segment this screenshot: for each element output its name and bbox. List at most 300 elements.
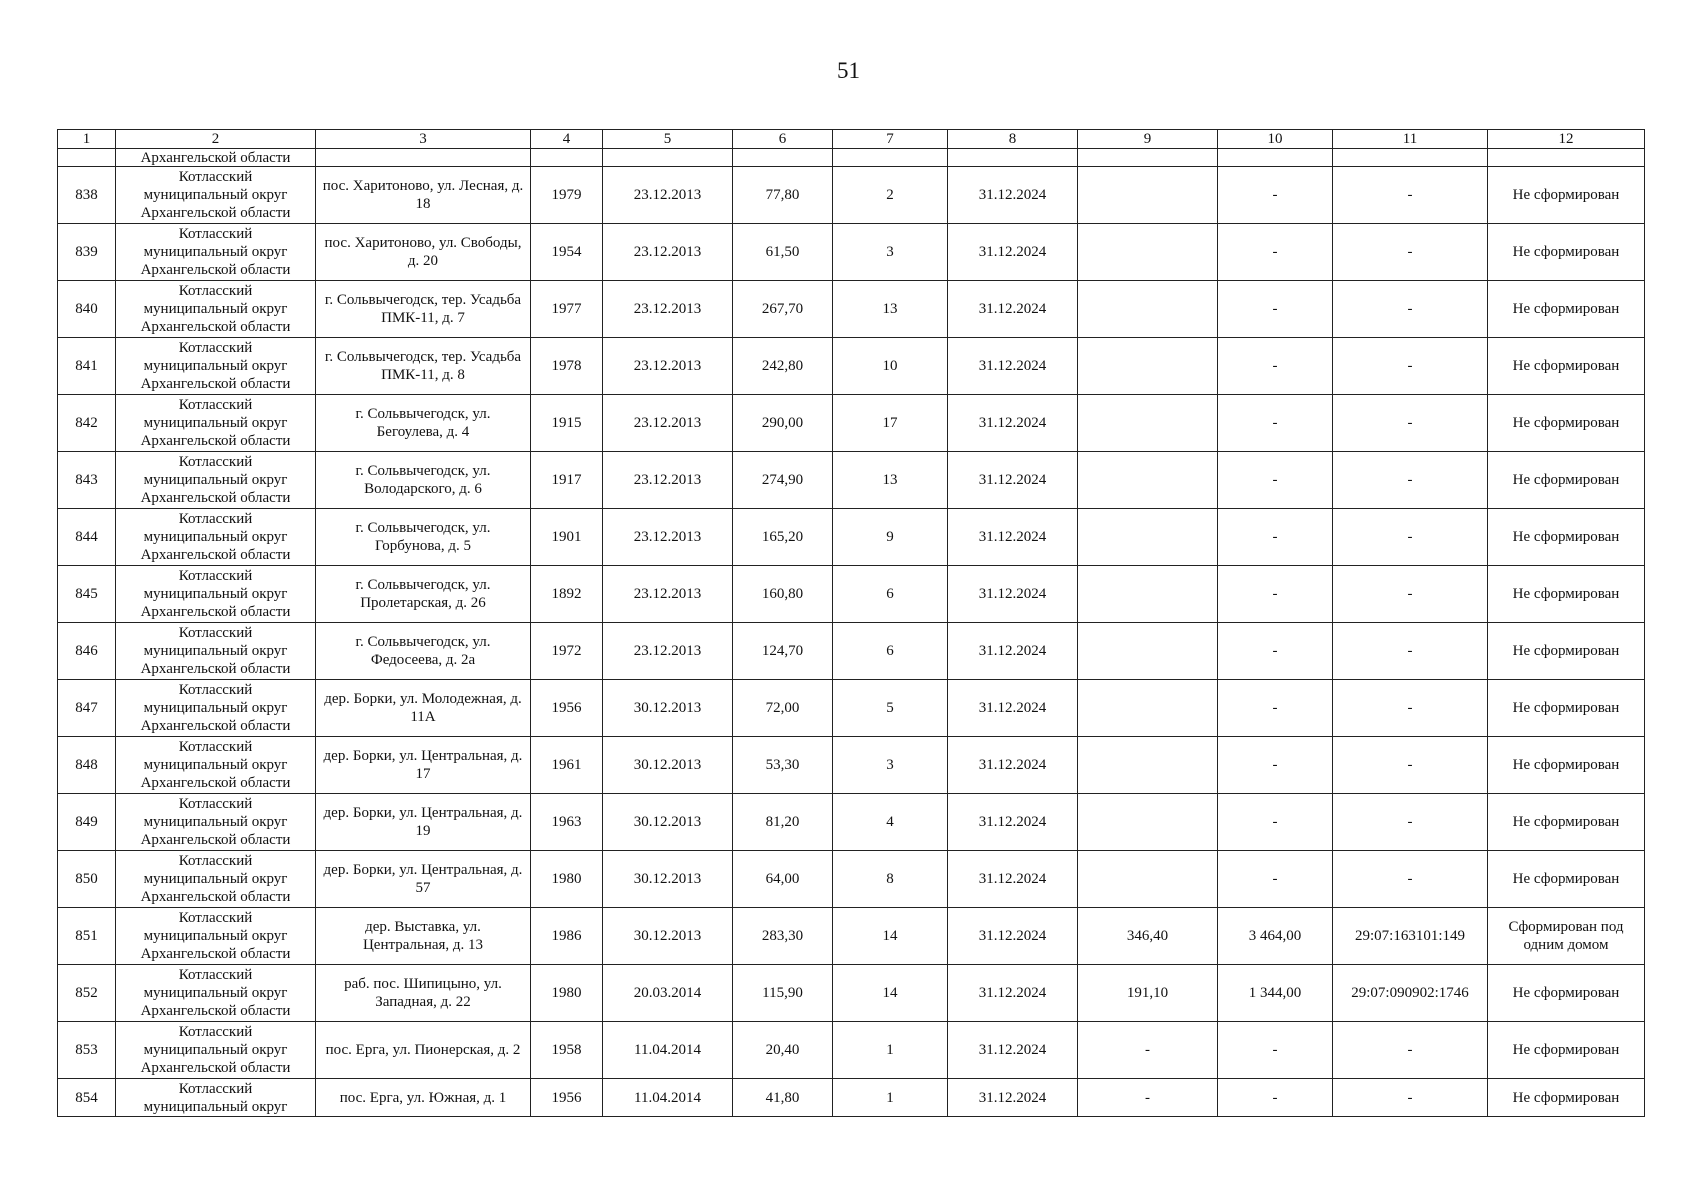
cell-col10: - [1218,623,1333,680]
cell-cadastral: - [1333,395,1488,452]
column-header: 11 [1333,130,1488,149]
district-line: Котласский [178,682,253,698]
cell-date: 30.12.2013 [603,680,733,737]
cell-year: 1956 [531,680,603,737]
district-line: Архангельской области [140,661,291,677]
housing-registry-table [57,129,1645,1117]
cell-address: дер. Борки, ул. Центральная, д. 57 [316,851,531,908]
column-header: 1 [58,130,116,149]
cell-address: пос. Ерга, ул. Южная, д. 1 [316,1079,531,1117]
column-header: 9 [1078,130,1218,149]
cell-area: 64,00 [733,851,833,908]
table-row [58,965,1645,1022]
cell-row-number: 843 [58,452,116,509]
cell-row-number: 854 [58,1079,116,1117]
cell-deadline: 31.12.2024 [948,338,1078,395]
continuation-row [58,149,1645,167]
cell-residents: 6 [833,623,948,680]
cell-date: 23.12.2013 [603,338,733,395]
cell-area: 160,80 [733,566,833,623]
cell-residents: 4 [833,794,948,851]
cell-deadline: 31.12.2024 [948,566,1078,623]
cell-deadline: 31.12.2024 [948,509,1078,566]
table-row [58,509,1645,566]
table-row [58,281,1645,338]
cell-date: 20.03.2014 [603,965,733,1022]
cell-col10: - [1218,281,1333,338]
table-row [58,1079,1645,1117]
cell-residents: 9 [833,509,948,566]
district-line: Архангельской области [140,433,291,449]
district-line: Котласский [178,1024,253,1040]
cell-cadastral: - [1333,623,1488,680]
cell-residents: 17 [833,395,948,452]
column-header: 10 [1218,130,1333,149]
cell-residents: 2 [833,167,948,224]
cell-residents: 3 [833,737,948,794]
district-line: Котласский [178,625,253,641]
cell-year: 1961 [531,737,603,794]
cell-address: г. Сольвычегодск, ул. Горбунова, д. 5 [316,509,531,566]
cell-area: 242,80 [733,338,833,395]
cell-status: Не сформирован [1488,338,1645,395]
cell-col9 [1078,395,1218,452]
cell-residents: 14 [833,908,948,965]
district-line: Архангельской области [140,319,291,335]
cell-empty [948,149,1078,167]
cell-district [116,623,316,680]
cell-year: 1954 [531,224,603,281]
cell-district [116,851,316,908]
district-line: муниципальный округ [143,301,288,317]
column-header: 7 [833,130,948,149]
cell-deadline: 31.12.2024 [948,224,1078,281]
cell-row-number: 846 [58,623,116,680]
cell-col10: 1 344,00 [1218,965,1333,1022]
cell-status: Не сформирован [1488,1022,1645,1079]
cell-col10: - [1218,509,1333,566]
cell-status: Не сформирован [1488,737,1645,794]
cell-area: 41,80 [733,1079,833,1117]
cell-col10: - [1218,737,1333,794]
cell-cadastral: - [1333,509,1488,566]
cell-area: 290,00 [733,395,833,452]
cell-col10: - [1218,395,1333,452]
cell-district [116,338,316,395]
cell-date: 23.12.2013 [603,566,733,623]
cell-address: г. Сольвычегодск, ул. Бегоулева, д. 4 [316,395,531,452]
cell-address: дер. Выставка, ул. Центральная, д. 13 [316,908,531,965]
cell-deadline: 31.12.2024 [948,1022,1078,1079]
cell-cadastral: - [1333,224,1488,281]
cell-district [116,167,316,224]
district-line: Котласский [178,1080,253,1097]
column-header: 6 [733,130,833,149]
column-header: 12 [1488,130,1645,149]
cell-deadline: 31.12.2024 [948,281,1078,338]
district-line: Архангельской области [140,775,291,791]
cell-residents: 5 [833,680,948,737]
cell-row-number: 841 [58,338,116,395]
cell-status: Не сформирован [1488,224,1645,281]
cell-cadastral: - [1333,1022,1488,1079]
cell-col10: - [1218,224,1333,281]
cell-status: Не сформирован [1488,509,1645,566]
cell-empty [316,149,531,167]
district-line: муниципальный округ [143,700,288,716]
column-header: 2 [116,130,316,149]
district-line: Котласский [178,283,253,299]
cell-year: 1958 [531,1022,603,1079]
table-row [58,680,1645,737]
cell-date: 23.12.2013 [603,452,733,509]
district-line: муниципальный округ [143,472,288,488]
cell-empty [1218,149,1333,167]
cell-year: 1979 [531,167,603,224]
district-line: муниципальный округ [143,586,288,602]
district-line: муниципальный округ [143,244,288,260]
cell-residents: 13 [833,452,948,509]
cell-date: 23.12.2013 [603,509,733,566]
district-line: Архангельской области [140,946,291,962]
cell-status: Не сформирован [1488,623,1645,680]
cell-district [116,224,316,281]
cell-row-number: 853 [58,1022,116,1079]
cell-col9 [1078,338,1218,395]
cell-district [116,737,316,794]
cell-year: 1980 [531,965,603,1022]
cell-date: 30.12.2013 [603,737,733,794]
cell-year: 1986 [531,908,603,965]
cell-row-number: 842 [58,395,116,452]
district-line: Архангельской области [140,490,291,506]
cell-col10: - [1218,851,1333,908]
cell-empty [1488,149,1645,167]
cell-address: раб. пос. Шипицыно, ул. Западная, д. 22 [316,965,531,1022]
cell-area: 81,20 [733,794,833,851]
cell-empty [58,149,116,167]
cell-col9: - [1078,1022,1218,1079]
cell-year: 1963 [531,794,603,851]
cell-col9 [1078,737,1218,794]
cell-deadline: 31.12.2024 [948,167,1078,224]
cell-cadastral: - [1333,680,1488,737]
table-row [58,623,1645,680]
district-line: муниципальный округ [143,871,288,887]
cell-deadline: 31.12.2024 [948,908,1078,965]
cell-empty [733,149,833,167]
cell-district [116,452,316,509]
cell-address: г. Сольвычегодск, ул. Федосеева, д. 2а [316,623,531,680]
cell-row-number: 852 [58,965,116,1022]
cell-district [116,1079,316,1117]
cell-area: 124,70 [733,623,833,680]
cell-deadline: 31.12.2024 [948,965,1078,1022]
cell-year: 1901 [531,509,603,566]
district-line: Архангельской области [140,889,291,905]
cell-year: 1972 [531,623,603,680]
table-row [58,338,1645,395]
cell-district [116,395,316,452]
cell-residents: 6 [833,566,948,623]
cell-col9: 191,10 [1078,965,1218,1022]
cell-row-number: 844 [58,509,116,566]
cell-status: Не сформирован [1488,566,1645,623]
cell-residents: 3 [833,224,948,281]
cell-address: дер. Борки, ул. Центральная, д. 17 [316,737,531,794]
district-line: муниципальный округ [143,643,288,659]
cell-status: Сформирован под одним домом [1488,908,1645,965]
cell-date: 23.12.2013 [603,623,733,680]
cell-area: 53,30 [733,737,833,794]
cell-year: 1892 [531,566,603,623]
district-line: Котласский [178,796,253,812]
column-header: 3 [316,130,531,149]
district-line: Котласский [178,454,253,470]
cell-district [116,509,316,566]
cell-empty [833,149,948,167]
cell-date: 30.12.2013 [603,851,733,908]
district-line: Архангельской области [140,1003,291,1019]
cell-address: пос. Харитоново, ул. Свободы, д. 20 [316,224,531,281]
cell-area: 267,70 [733,281,833,338]
cell-address: г. Сольвычегодск, ул. Володарского, д. 6 [316,452,531,509]
table-row [58,167,1645,224]
cell-status: Не сформирован [1488,965,1645,1022]
district-line: Котласский [178,853,253,869]
cell-residents: 1 [833,1079,948,1117]
table-row [58,1022,1645,1079]
cell-col10: - [1218,1079,1333,1117]
cell-district [116,566,316,623]
cell-deadline: 31.12.2024 [948,395,1078,452]
cell-col9 [1078,281,1218,338]
cell-col9 [1078,509,1218,566]
cell-date: 23.12.2013 [603,395,733,452]
cell-date: 30.12.2013 [603,908,733,965]
district-line: Котласский [178,910,253,926]
district-line: Котласский [178,511,253,527]
cell-district: Архангельской области [116,149,316,167]
cell-row-number: 839 [58,224,116,281]
cell-year: 1978 [531,338,603,395]
district-line: муниципальный округ [143,415,288,431]
cell-residents: 8 [833,851,948,908]
district-line: Архангельской области [140,718,291,734]
cell-area: 72,00 [733,680,833,737]
cell-col9 [1078,851,1218,908]
cell-col10: - [1218,794,1333,851]
cell-cadastral: - [1333,737,1488,794]
cell-district [116,680,316,737]
cell-date: 11.04.2014 [603,1022,733,1079]
district-line: Архангельской области [140,1060,291,1076]
cell-col9 [1078,452,1218,509]
cell-cadastral: - [1333,281,1488,338]
district-line: Архангельской области [140,832,291,848]
cell-cadastral: 29:07:163101:149 [1333,908,1488,965]
cell-cadastral: 29:07:090902:1746 [1333,965,1488,1022]
cell-row-number: 849 [58,794,116,851]
cell-status: Не сформирован [1488,281,1645,338]
cell-district [116,794,316,851]
cell-col9 [1078,794,1218,851]
district-line: Архангельской области [140,262,291,278]
cell-residents: 1 [833,1022,948,1079]
cell-area: 61,50 [733,224,833,281]
cell-status: Не сформирован [1488,452,1645,509]
table-row [58,566,1645,623]
table-row [58,224,1645,281]
cell-status: Не сформирован [1488,794,1645,851]
cell-date: 11.04.2014 [603,1079,733,1117]
cell-year: 1915 [531,395,603,452]
cell-col9 [1078,224,1218,281]
cell-status: Не сформирован [1488,395,1645,452]
cell-deadline: 31.12.2024 [948,680,1078,737]
cell-address: дер. Борки, ул. Центральная, д. 19 [316,794,531,851]
cell-empty [603,149,733,167]
cell-area: 283,30 [733,908,833,965]
cell-area: 274,90 [733,452,833,509]
district-line: Котласский [178,226,253,242]
cell-district [116,1022,316,1079]
district-line: Архангельской области [140,547,291,563]
cell-col10: - [1218,452,1333,509]
cell-cadastral: - [1333,794,1488,851]
cell-col10: - [1218,680,1333,737]
cell-address: г. Сольвычегодск, ул. Пролетарская, д. 26 [316,566,531,623]
cell-cadastral: - [1333,338,1488,395]
district-line: муниципальный округ [143,1042,288,1058]
cell-year: 1917 [531,452,603,509]
district-line: муниципальный округ [143,187,288,203]
district-line: Котласский [178,739,253,755]
cell-address: пос. Харитоново, ул. Лесная, д. 18 [316,167,531,224]
cell-cadastral: - [1333,1079,1488,1117]
column-header: 8 [948,130,1078,149]
cell-status: Не сформирован [1488,851,1645,908]
district-line: муниципальный округ [143,814,288,830]
cell-empty [531,149,603,167]
cell-residents: 14 [833,965,948,1022]
cell-cadastral: - [1333,167,1488,224]
cell-area: 115,90 [733,965,833,1022]
table-row [58,395,1645,452]
cell-cadastral: - [1333,566,1488,623]
district-line: муниципальный округ [143,529,288,545]
cell-date: 23.12.2013 [603,281,733,338]
cell-address: дер. Борки, ул. Молодежная, д. 11А [316,680,531,737]
cell-status: Не сформирован [1488,1079,1645,1117]
cell-row-number: 840 [58,281,116,338]
cell-date: 30.12.2013 [603,794,733,851]
district-line: Котласский [178,340,253,356]
district-line: муниципальный округ [143,358,288,374]
table-row [58,908,1645,965]
cell-col9 [1078,623,1218,680]
cell-cadastral: - [1333,452,1488,509]
cell-year: 1956 [531,1079,603,1117]
cell-cadastral: - [1333,851,1488,908]
cell-district [116,908,316,965]
district-line: Архангельской области [140,604,291,620]
cell-year: 1980 [531,851,603,908]
cell-col9 [1078,566,1218,623]
cell-district [116,965,316,1022]
cell-row-number: 850 [58,851,116,908]
cell-row-number: 845 [58,566,116,623]
table-row [58,851,1645,908]
cell-col10: - [1218,338,1333,395]
cell-address: г. Сольвычегодск, тер. Усадьба ПМК-11, д. 8 [316,338,531,395]
cell-col10: - [1218,1022,1333,1079]
table-row [58,737,1645,794]
district-line: муниципальный округ [143,985,288,1001]
cell-year: 1977 [531,281,603,338]
cell-row-number: 847 [58,680,116,737]
cell-area: 165,20 [733,509,833,566]
district-line: Котласский [178,967,253,983]
table-body [58,130,1645,1117]
cell-empty [1333,149,1488,167]
cell-area: 20,40 [733,1022,833,1079]
cell-status: Не сформирован [1488,167,1645,224]
cell-row-number: 848 [58,737,116,794]
district-line: Котласский [178,397,253,413]
district-line: муниципальный округ [143,757,288,773]
cell-address: пос. Ерга, ул. Пионерская, д. 2 [316,1022,531,1079]
district-line: муниципальный округ [143,1098,288,1115]
district-line: муниципальный округ [143,928,288,944]
cell-col9 [1078,167,1218,224]
cell-col10: 3 464,00 [1218,908,1333,965]
column-header: 5 [603,130,733,149]
cell-deadline: 31.12.2024 [948,623,1078,680]
cell-residents: 10 [833,338,948,395]
cell-col9 [1078,680,1218,737]
cell-date: 23.12.2013 [603,224,733,281]
cell-status: Не сформирован [1488,680,1645,737]
cell-address: г. Сольвычегодск, тер. Усадьба ПМК-11, д. 7 [316,281,531,338]
table-row [58,794,1645,851]
page-number: 51 [837,58,860,83]
cell-deadline: 31.12.2024 [948,794,1078,851]
cell-empty [1078,149,1218,167]
cell-row-number: 838 [58,167,116,224]
cell-area: 77,80 [733,167,833,224]
cell-deadline: 31.12.2024 [948,1079,1078,1117]
cell-row-number: 851 [58,908,116,965]
table-row [58,452,1645,509]
cell-district [116,281,316,338]
district-line: Архангельской области [140,376,291,392]
cell-col10: - [1218,566,1333,623]
cell-col9: 346,40 [1078,908,1218,965]
cell-date: 23.12.2013 [603,167,733,224]
column-number-row [58,130,1645,149]
cell-deadline: 31.12.2024 [948,452,1078,509]
district-line: Котласский [178,169,253,185]
cell-residents: 13 [833,281,948,338]
cell-col9: - [1078,1079,1218,1117]
district-line: Котласский [178,568,253,584]
district-line: Архангельской области [140,205,291,221]
cell-deadline: 31.12.2024 [948,851,1078,908]
cell-col10: - [1218,167,1333,224]
cell-deadline: 31.12.2024 [948,737,1078,794]
column-header: 4 [531,130,603,149]
